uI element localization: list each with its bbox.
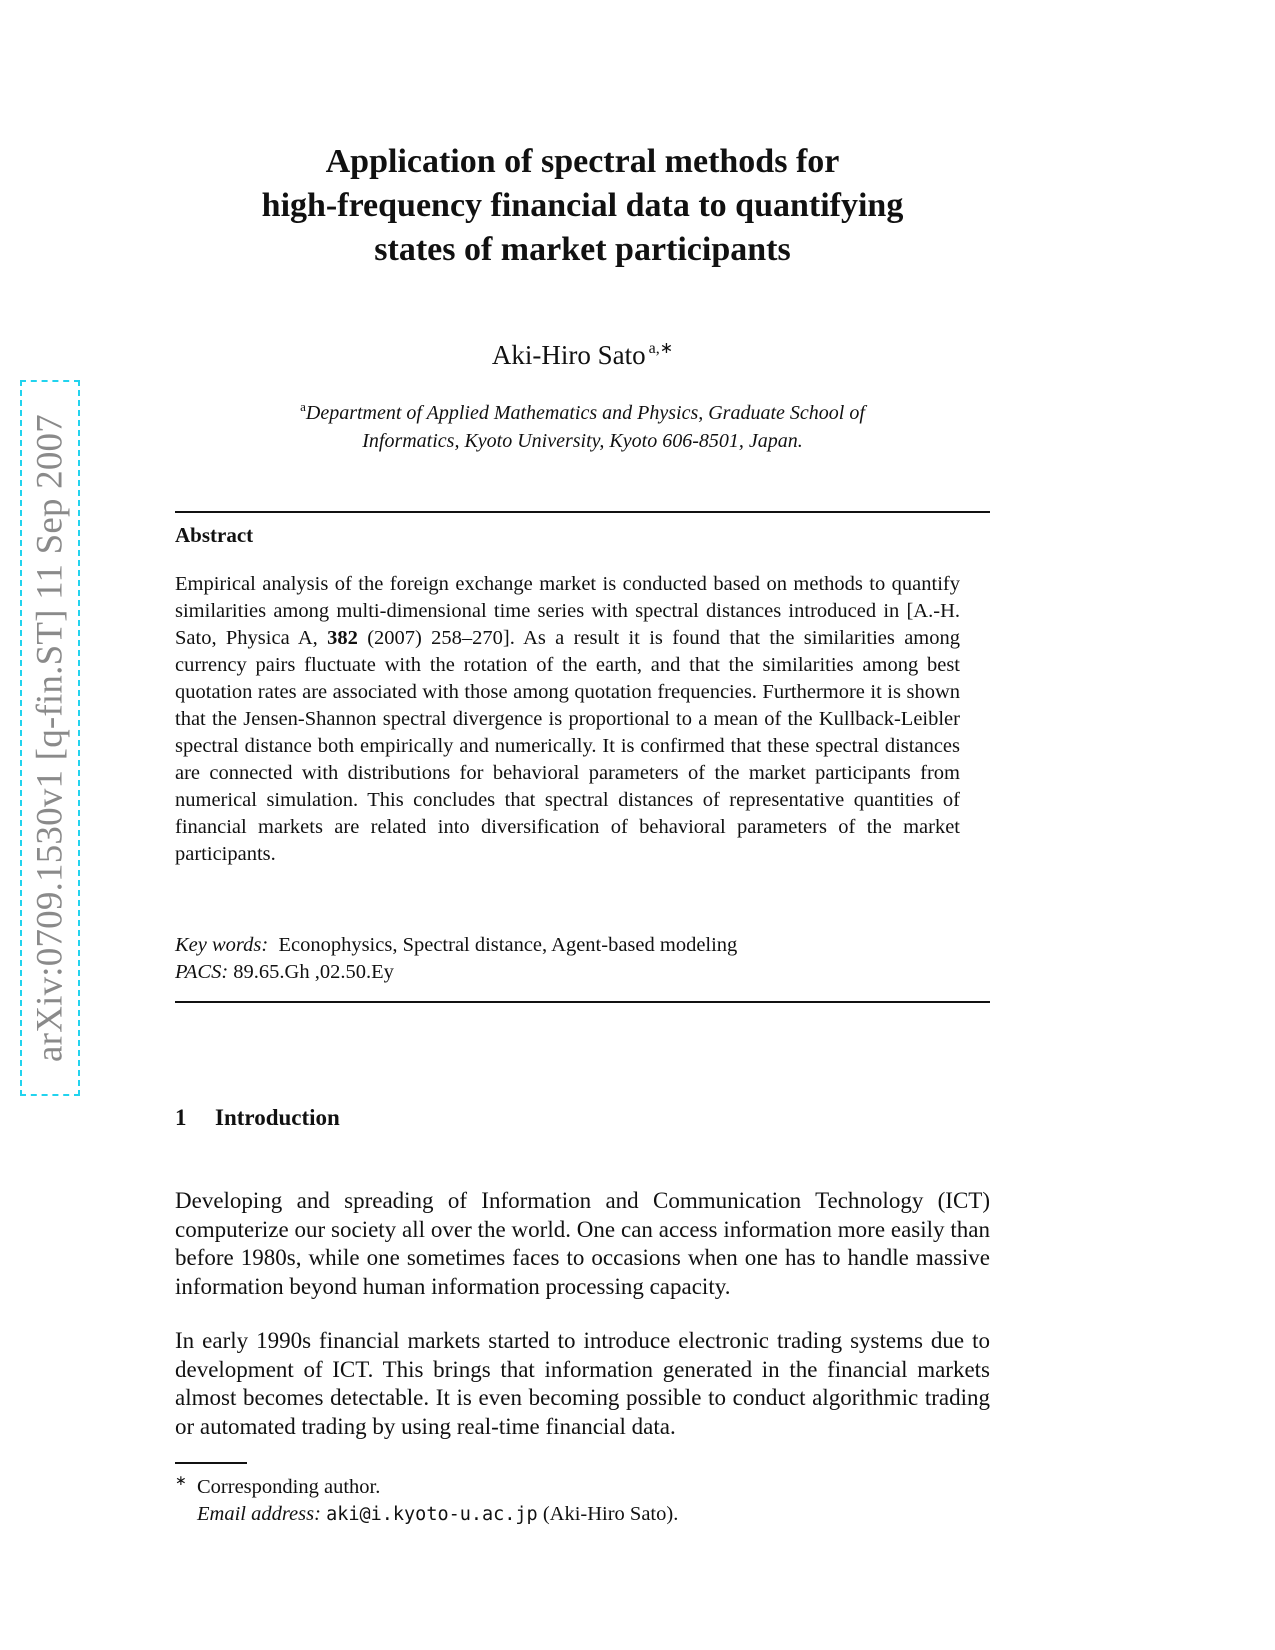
email-suffix: (Aki-Hiro Sato).: [542, 1503, 679, 1525]
footnote-mark: ∗: [175, 1474, 187, 1489]
abstract-bottom-rule: [175, 1001, 990, 1003]
abstract-heading: Abstract: [175, 523, 254, 547]
email-address[interactable]: aki@i.kyoto-u.ac.jp: [326, 1504, 538, 1525]
section-heading-introduction: [175, 1105, 340, 1131]
footnote-rule: [175, 1462, 247, 1464]
affiliation: [175, 393, 990, 455]
intro-paragraph-1: Developing and spreading of Information and Communication Technology (ICT) computerize our society all over the world. One can access information more easily than before 1980s, while one sometimes faces to occasions when one has to handle massive information beyond human information processing capacity.: [175, 1188, 990, 1299]
paper-title: [175, 140, 990, 272]
arxiv-stamp: [20, 380, 80, 1096]
title-line-3: states of market participants: [374, 231, 791, 268]
abstract-top-rule: [175, 511, 990, 513]
intro-paragraph-2: In early 1990s financial markets started to introduce electronic trading systems due to development of ICT. This brings that information generated in the financial markets almost becomes detectable. It is even becoming possible to conduct algorithmic trading or automated trading by using real-time financial data.: [175, 1328, 990, 1439]
title-line-1: Application of spectral methods for: [325, 143, 840, 180]
keywords-value: Econophysics, Spectral distance, Agent-based modeling: [278, 934, 738, 956]
section-title: Introduction: [215, 1105, 340, 1130]
keywords-label: Key words:: [175, 934, 269, 956]
keywords-block: [175, 932, 737, 986]
abstract-volume: 382: [327, 627, 358, 649]
abstract-body: [175, 571, 960, 868]
abstract-text-part-2: (2007) 258–270]. As a result it is found that the similarities among currency pairs fluctuate with the rotation of the earth, and that the similarities among best quotation rates are associated with those among quotation frequencies. Furthermore it is shown that the Jensen-Shannon spectral divergence is proportional to a mean of the Kullback-Leibler spectral distance both empirically and numerically. It is confirmed that these spectral distances are connected with distributions for behavioral parameters of the market participants from numerical simulation. This concludes that spectral distances of representative quantities of financial markets are related into diversification of behavioral parameters of the market participants.: [175, 627, 960, 865]
pacs-value: 89.65.Gh ,02.50.Ey: [233, 961, 394, 983]
title-line-2: high-frequency financial data to quantifying: [261, 187, 904, 224]
author-name: Aki-Hiro Sato: [491, 340, 646, 370]
affiliation-mark: a: [300, 399, 306, 414]
author-marks: a,∗: [648, 340, 674, 357]
abstract-text-part-1: Empirical analysis of the foreign exchange market is conducted based on methods to quantify similarities among multi-dimensional time series with spectral distances introduced in [A.-H. Sato, Physica A,: [175, 573, 960, 649]
email-label: Email address:: [197, 1503, 321, 1525]
author: [175, 338, 990, 371]
arxiv-stamp-text: arXiv:0709.1530v1 [q-fin.ST] 11 Sep 2007: [29, 414, 71, 1062]
affiliation-line-2: Informatics, Kyoto University, Kyoto 606-8501, Japan.: [362, 430, 803, 452]
footnote: [175, 1468, 678, 1528]
section-number: 1: [175, 1105, 187, 1130]
affiliation-line-1: Department of Applied Mathematics and Physics, Graduate School of: [305, 402, 865, 424]
footnote-text: Corresponding author.: [197, 1476, 381, 1498]
pacs-label: PACS:: [175, 961, 229, 983]
